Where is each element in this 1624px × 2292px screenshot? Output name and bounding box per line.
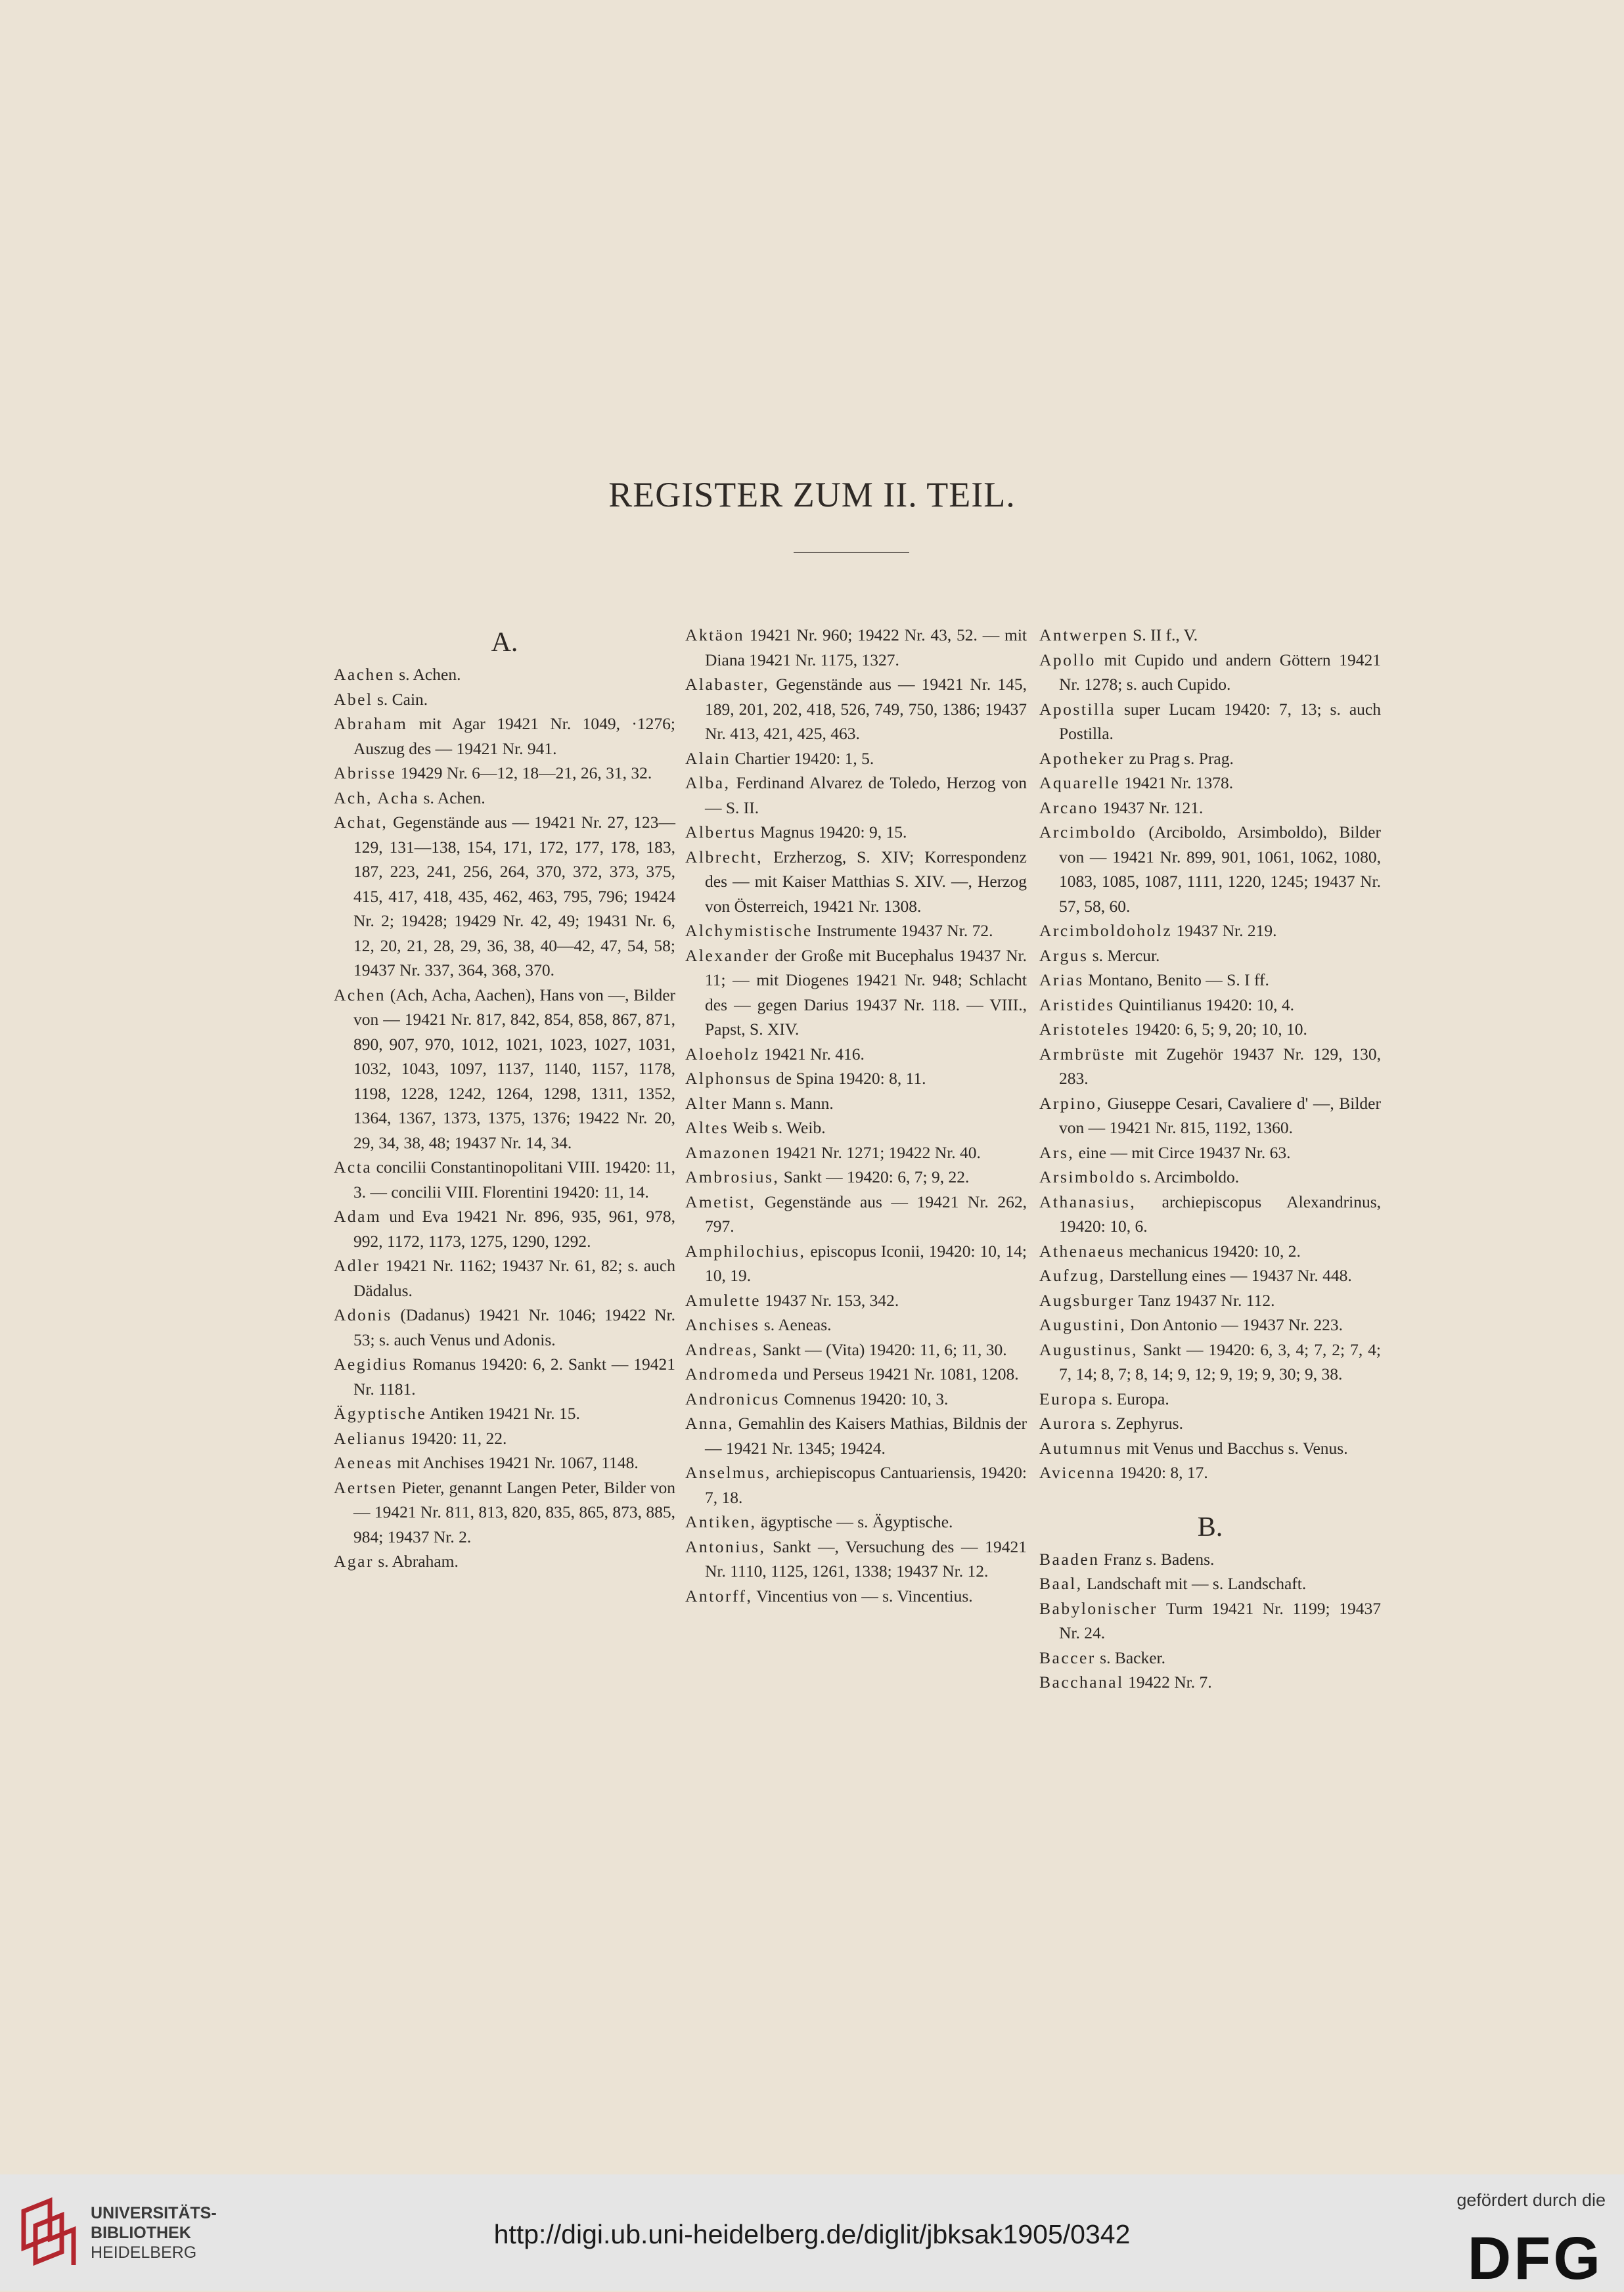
entry-headword: Antonius, [685,1537,766,1556]
register-entry [685,1584,1027,1609]
register-entry [1039,1646,1381,1671]
entry-references: zu Prag s. Prag. [1125,748,1234,768]
register-entry [1039,1165,1381,1190]
register-entry [685,918,1027,943]
entry-references: mit Cupido und andern Göttern 19421 Nr. 1278; s. auch Cupido. [1059,650,1381,694]
entry-headword: Europa [1039,1389,1098,1408]
entry-references: mit Agar 19421 Nr. 1049, ·1276; Auszug des — 19421 Nr. 941. [353,714,675,758]
register-entry [334,1450,675,1475]
register-entry [334,1549,675,1574]
register-entry [685,1239,1027,1288]
register-entry [1039,820,1381,918]
entry-headword: Augustinus, [1039,1339,1139,1359]
entry-headword: Argus [1039,945,1089,965]
entry-references: Gemahlin des Kaisers Mathias, Bildnis der — 19421 Nr. 1345; 19424. [705,1414,1027,1458]
entry-headword: Bacchanal [1039,1673,1124,1692]
entry-references: Chartier 19420: 1, 5. [731,748,874,768]
register-entry [1039,1288,1381,1313]
register-entry [334,786,675,811]
entry-headword: Aelianus [334,1428,407,1448]
entry-headword: Autumnus [1039,1438,1123,1458]
register-entry [1039,771,1381,796]
entry-headword: Anna, [685,1414,734,1433]
page-title: REGISTER ZUM II. TEIL. [608,475,1016,514]
entry-references: s. Zephyrus. [1096,1414,1183,1433]
register-entry [334,1475,675,1550]
entry-headword: Albrecht, [685,847,763,866]
entry-headword: Aloeholz [685,1044,760,1064]
register-entry [685,672,1027,746]
register-entry [1039,1337,1381,1387]
entry-references: Mann s. Mann. [727,1093,834,1113]
entry-headword: Ars, [1039,1142,1075,1162]
entry-references: Vincentius von — s. Vincentius. [752,1586,973,1606]
entry-headword: Andreas, [685,1339,759,1359]
permalink-url[interactable]: http://digi.ub.uni-heidelberg.de/diglit/jbksak1905/0342 [493,2219,1131,2249]
register-entry [334,1352,675,1401]
library-name-line-2: BIBLIOTHEK [91,2224,191,2242]
entry-references: s. Achen. [394,665,461,684]
register-entry [1039,623,1381,648]
entry-headword: Albertus [685,822,756,842]
register-entry [1039,1017,1381,1042]
entry-references: super Lucam 19420: 7, 13; s. auch Postilla. [1059,699,1381,743]
register-entry [685,1066,1027,1091]
library-name-line-1: UNIVERSITÄTS- [91,2204,217,2222]
entry-references: Sankt — 19420: 6, 7; 9, 22. [779,1167,970,1186]
entry-references: Gegenstände aus — 19421 Nr. 145, 189, 201, 202, 418, 526, 749, 750, 1386; 19437 Nr. 413, 421, 425, 463. [705,675,1027,743]
entry-headword: Ambrosius, [685,1167,780,1186]
entry-headword: Anchises [685,1315,760,1334]
register-entry [685,1362,1027,1387]
register-entry [685,1460,1027,1510]
register-entry [685,771,1027,820]
register-entry [1039,918,1381,943]
entry-references: Turm 19421 Nr. 1199; 19437 Nr. 24. [1059,1598,1381,1642]
entry-references: 19421 Nr. 1378. [1120,773,1234,792]
title-divider [794,552,909,553]
entry-references: episcopus Iconii, 19420: 10, 14; 10, 19. [705,1241,1027,1285]
register-entry [685,1313,1027,1337]
register-entry [685,1091,1027,1116]
register-entry [685,623,1027,672]
entry-references: 19437 Nr. 153, 342. [760,1290,899,1310]
entry-headword: Apollo [1039,650,1096,669]
entry-references: mit Venus und Bacchus s. Venus. [1122,1438,1348,1458]
register-entry [1039,1190,1381,1239]
register-entry [1039,1387,1381,1412]
entry-references: (Dadanus) 19421 Nr. 1046; 19422 Nr. 53; s. auch Venus und Adonis. [353,1305,675,1349]
entry-references: s. Achen. [419,788,485,807]
entry-references: (Arciboldo, Arsimboldo), Bilder von — 19421 Nr. 899, 901, 1061, 1062, 1080, 1083, 1085, 1087, 1111, 1220, 1245; 19437 Nr. 57, 58, 60. [1059,822,1381,916]
entry-references: (Ach, Acha, Aachen), Hans von —, Bilder von — 19421 Nr. 817, 842, 854, 858, 867, 871, 890, 907, 970, 1012, 1021, 1023, 1027, 1031, 1032, 1043, 1097, 1137, 1140, 1157, 1178, 1198, 1228, 1242, 1264, 1298, 1311, 1352, 1364, 1367, 1373, 1375, 1376; 19422 Nr. 20, 29, 34, 38, 48; 19437 Nr. 14, 34. [353,985,675,1152]
entry-references: Montano, Benito — S. I ff. [1083,970,1269,989]
entry-headword: Amazonen [685,1142,771,1162]
entry-references: S. II f., V. [1128,625,1198,644]
entry-references: Magnus 19420: 9, 15. [756,822,907,842]
register-entry [1039,1263,1381,1288]
entry-references: 19422 Nr. 7. [1123,1673,1212,1692]
entry-headword: Arcimboldo [1039,822,1137,842]
register-entry [1039,796,1381,820]
entry-headword: Alain [685,748,731,768]
entry-headword: Ägyptische [334,1404,427,1423]
entry-references: ägyptische — s. Ägyptische. [756,1512,953,1531]
entry-headword: Athanasius, [1039,1192,1137,1211]
entry-references: 19421 Nr. 960; 19422 Nr. 43, 52. — mit Diana 19421 Nr. 1175, 1327. [705,625,1027,669]
entry-headword: Alba, [685,773,731,792]
entry-references: 19437 Nr. 121. [1098,798,1204,817]
entry-references: s. Arcimboldo. [1135,1167,1240,1186]
entry-references: s. Europa. [1097,1389,1169,1408]
register-entry [1039,746,1381,771]
register-entry [334,1155,675,1204]
entry-references: mit Zugehör 19437 Nr. 129, 130, 283. [1059,1044,1381,1088]
entry-references: Comnenus 19420: 10, 3. [779,1389,949,1408]
register-entry [334,810,675,983]
entry-references: mit Anchises 19421 Nr. 1067, 1148. [393,1453,639,1472]
register-entry [334,1253,675,1303]
register-entry [334,983,675,1156]
entry-references: 19420: 11, 22. [406,1428,507,1448]
entry-headword: Avicenna [1039,1463,1116,1482]
entry-references: Antiken 19421 Nr. 15. [426,1404,580,1423]
entry-references: Gegenstände aus — 19421 Nr. 27, 123—129, 131—138, 154, 171, 172, 177, 178, 183, 187, 223, 241, 256, 264, 370, 372, 373, 375, 415, 417, 418, 435, 462, 463, 795, 796; 19424 Nr. 2; 19428; 19429 Nr. 42, 49; 19431 Nr. 6, 12, 20, 21, 28, 29, 36, 38, 40—42, 47, 54, 58; 19437 Nr. 337, 364, 368, 370. [353,813,675,979]
entry-references: 19420: 6, 5; 9, 20; 10, 10. [1129,1020,1307,1039]
register-entry [334,761,675,786]
register-entry [685,845,1027,919]
register-entry [334,687,675,712]
entry-references: 19437 Nr. 219. [1172,921,1277,940]
entry-references: Sankt — 19420: 6, 3, 4; 7, 2; 7, 4; 7, 14; 8, 7; 8, 14; 9, 12; 9, 19; 9, 30; 9, 38. [1059,1339,1381,1383]
entry-references: archiepiscopus Alexandrinus, 19420: 10, 6. [1059,1192,1381,1236]
entry-references: Darstellung eines — 19437 Nr. 448. [1105,1266,1352,1285]
register-entry [685,1165,1027,1190]
register-entry [685,820,1027,845]
entry-headword: Antwerpen [1039,625,1129,644]
entry-headword: Ach, Acha [334,788,420,807]
entry-headword: Aegidius [334,1355,408,1374]
entry-headword: Adam [334,1207,382,1226]
footer-bar [0,2174,1624,2291]
register-entry [1039,968,1381,993]
entry-headword: Aertsen [334,1477,397,1497]
register-column-3 [1039,623,1381,1695]
entry-references: Pieter, genannt Langen Peter, Bilder von — 19421 Nr. 811, 813, 820, 835, 865, 873, 885, 984; 19437 Nr. 2. [353,1477,675,1546]
register-entry [1039,993,1381,1018]
entry-headword: Arsimboldo [1039,1167,1136,1186]
entry-references: 19420: 8, 17. [1115,1463,1208,1482]
entry-references: 19421 Nr. 1271; 19422 Nr. 40. [771,1142,981,1162]
entry-references: 19429 Nr. 6—12, 18—21, 26, 31, 32. [396,763,652,782]
register-entry [1039,1239,1381,1264]
entry-headword: Aachen [334,665,395,684]
entry-headword: Andronicus [685,1389,780,1408]
entry-headword: Antiken, [685,1512,757,1531]
entry-references: Giuseppe Cesari, Cavaliere d' —, Bilder von — 19421 Nr. 815, 1192, 1360. [1059,1093,1381,1137]
entry-headword: Apostilla [1039,699,1116,719]
entry-references: Quintilianus 19420: 10, 4. [1114,995,1294,1014]
entry-headword: Arpino, [1039,1093,1103,1113]
entry-headword: Adonis [334,1305,392,1324]
entry-headword: Achat, [334,813,388,832]
register-entry [1039,1313,1381,1337]
entry-references: Ferdinand Alvarez de Toledo, Herzog von — S. II. [705,773,1027,817]
register-entry [1039,1140,1381,1165]
register-entry [685,1510,1027,1535]
entry-headword: Baal, [1039,1574,1083,1593]
register-entry [1039,1411,1381,1436]
entry-references: Gegenstände aus — 19421 Nr. 262, 797. [705,1192,1027,1236]
entry-references: Erzherzog, S. XIV; Korrespondenz des — mit Kaiser Matthias S. XIV. —, Herzog von Österreich, 19421 Nr. 1308. [705,847,1027,916]
entry-headword: Aristides [1039,995,1115,1014]
entry-references: Franz s. Badens. [1099,1549,1215,1569]
entry-headword: Athenaeus [1039,1241,1125,1261]
register-entry [1039,648,1381,697]
entry-headword: Aristoteles [1039,1020,1130,1039]
register-entry [334,1401,675,1426]
entry-references: 19421 Nr. 1162; 19437 Nr. 61, 82; s. auch Dädalus. [353,1256,675,1300]
entry-references: concilii Constantinopolitani VIII. 19420: 11, 3. — concilii VIII. Florentini 19420: 11, 14. [353,1157,675,1202]
register-entry [334,1303,675,1352]
register-entry [1039,1547,1381,1572]
entry-headword: Baaden [1039,1549,1100,1569]
entry-references: Instrumente 19437 Nr. 72. [812,921,993,940]
entry-references: s. Aeneas. [759,1315,832,1334]
entry-headword: Alter [685,1093,728,1113]
entry-references: mechanicus 19420: 10, 2. [1125,1241,1301,1261]
entry-headword: Aurora [1039,1414,1097,1433]
register-entry [334,662,675,687]
entry-references: s. Mercur. [1088,945,1160,965]
entry-headword: Aktäon [685,625,745,644]
section-letter-heading: A. [491,627,518,658]
register-entry [685,1042,1027,1067]
register-entry [334,1426,675,1451]
entry-references: 19421 Nr. 416. [759,1044,865,1064]
entry-headword: Alphonsus [685,1069,772,1088]
entry-headword: Arcano [1039,798,1099,817]
entry-references: der Große mit Bucephalus 19437 Nr. 11; — mit Diogenes 19421 Nr. 948; Schlacht des — gegen Darius 19437 Nr. 118. — VIII., Papst, S. XIV. [705,945,1027,1039]
register-entry [1039,1042,1381,1091]
register-entry [685,943,1027,1042]
register-entry [685,1190,1027,1239]
entry-headword: Amphilochius, [685,1241,806,1261]
entry-references: Landschaft mit — s. Landschaft. [1082,1574,1307,1593]
entry-headword: Antorff, [685,1586,753,1606]
register-entry [1039,697,1381,746]
register-entry [685,746,1027,771]
entry-headword: Armbrüste [1039,1044,1126,1064]
register-entry [685,1140,1027,1165]
register-entry [685,1337,1027,1362]
entry-references: Sankt —, Versuchung des — 19421 Nr. 1110, 1125, 1261, 1338; 19437 Nr. 12. [705,1537,1027,1581]
register-entry [1039,1596,1381,1646]
entry-references: Don Antonio — 19437 Nr. 223. [1125,1315,1343,1334]
entry-headword: Anselmus, [685,1463,771,1482]
entry-headword: Alexander [685,945,770,965]
register-entry [685,1411,1027,1460]
entry-headword: Apotheker [1039,748,1125,768]
entry-headword: Achen [334,985,386,1004]
entry-headword: Andromeda [685,1364,779,1383]
entry-headword: Babylonischer [1039,1598,1158,1618]
entry-headword: Baccer [1039,1648,1096,1667]
entry-headword: Acta [334,1157,372,1177]
register-entry [685,1115,1027,1140]
register-entry [1039,1670,1381,1695]
register-entry [685,1535,1027,1584]
entry-references: und Eva 19421 Nr. 896, 935, 961, 978, 992, 1172, 1173, 1275, 1290, 1292. [353,1207,675,1251]
register-column-1 [334,623,675,1574]
register-entry [1039,1091,1381,1140]
entry-references: Weib s. Weib. [729,1118,826,1137]
entry-references: Tanz 19437 Nr. 112. [1134,1290,1275,1310]
funded-by-label: gefördert durch die [1456,2190,1606,2210]
entry-references: s. Cain. [372,689,428,709]
entry-headword: Arcimboldoholz [1039,921,1173,940]
library-name-line-3: HEIDELBERG [91,2243,197,2262]
entry-headword: Amulette [685,1290,761,1310]
entry-headword: Augustini, [1039,1315,1126,1334]
register-column-2 [685,623,1027,1608]
register-entry [1039,1460,1381,1485]
register-entry [334,1204,675,1253]
entry-references: Romanus 19420: 6, 2. Sankt — 19421 Nr. 1181. [353,1355,675,1399]
entry-headword: Augsburger [1039,1290,1135,1310]
dfg-logo: DFG [1467,2225,1603,2292]
entry-headword: Ametist, [685,1192,756,1211]
entry-headword: Aufzug, [1039,1266,1106,1285]
register-entry [685,1387,1027,1412]
entry-headword: Abel [334,689,373,709]
entry-references: s. Backer. [1095,1648,1166,1667]
entry-references: und Perseus 19421 Nr. 1081, 1208. [778,1364,1019,1383]
register-entry [685,1288,1027,1313]
entry-headword: Aquarelle [1039,773,1121,792]
section-letter-heading: B. [1197,1512,1223,1542]
entry-headword: Alchymistische [685,921,813,940]
entry-references: eine — mit Circe 19437 Nr. 63. [1074,1142,1291,1162]
entry-headword: Aeneas [334,1453,394,1472]
register-entry [1039,1571,1381,1596]
entry-references: s. Abraham. [373,1552,459,1571]
entry-headword: Alabaster, [685,675,770,694]
entry-headword: Arias [1039,970,1084,989]
entry-headword: Abrisse [334,763,397,782]
entry-references: archiepiscopus Cantuariensis, 19420: 7, 18. [705,1463,1027,1507]
entry-references: de Spina 19420: 8, 11. [771,1069,926,1088]
entry-headword: Abraham [334,714,408,733]
register-entry [334,711,675,761]
entry-headword: Agar [334,1552,374,1571]
entry-headword: Altes [685,1118,729,1137]
entry-references: Sankt — (Vita) 19420: 11, 6; 11, 30. [758,1339,1007,1359]
register-entry [1039,943,1381,968]
register-entry [1039,1436,1381,1461]
entry-headword: Adler [334,1256,380,1275]
